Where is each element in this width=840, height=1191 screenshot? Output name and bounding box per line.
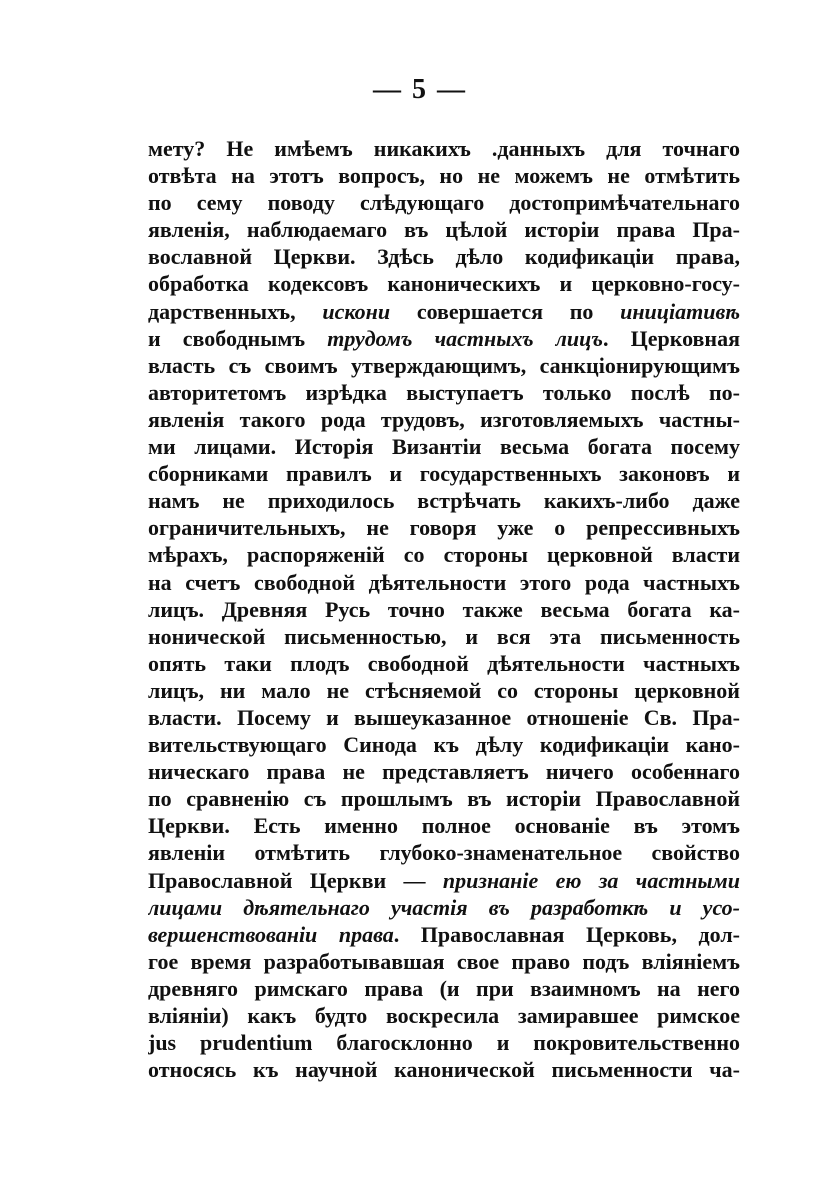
text-segment: совершается по <box>390 298 621 324</box>
text-segment: мѣрахъ, распоряженій со стороны церковной власти <box>148 542 740 568</box>
text-segment: отвѣта на этотъ вопросъ, но не можемъ не отмѣтить <box>148 163 740 189</box>
text-line <box>148 839 740 866</box>
text-segment: явленія, наблюдаемаго въ цѣлой исторіи права Пра- <box>148 217 740 243</box>
text-segment: jus prudentium благосклонно и покровительственно <box>148 1030 740 1056</box>
text-segment: гое время разработывавшая свое право подъ вліяніемъ <box>148 948 740 974</box>
text-line <box>148 325 740 352</box>
text-segment: явленія такого рода трудовъ, изготовляемыхъ частны- <box>148 406 740 432</box>
text-line <box>148 704 740 731</box>
text-segment: вославной Церкви. Здѣсь дѣло кодификаціи права, <box>148 244 740 270</box>
text-line <box>148 298 740 325</box>
body-text <box>148 135 740 1083</box>
text-segment: древняго римскаго права (и при взаимномъ на него <box>148 975 740 1001</box>
text-segment: сборниками правилъ и государственныхъ законовъ и <box>148 461 740 487</box>
text-segment: Церкви. Есть именно полное основаніе въ этомъ <box>148 813 740 839</box>
text-line <box>148 135 740 162</box>
text-segment: ническаго права не представляетъ ничего особеннаго <box>148 759 740 785</box>
text-line <box>148 867 740 894</box>
text-segment: ограничительныхъ, не говоря уже о репрессивныхъ <box>148 515 740 541</box>
text-segment: на счетъ свободной дѣятельности этого рода частныхъ <box>148 569 740 595</box>
text-segment: явленіи отмѣтить глубоко-знаменательное свойство <box>148 840 740 866</box>
text-line <box>148 812 740 839</box>
text-line <box>148 460 740 487</box>
italic-text-segment: искони <box>322 298 391 324</box>
text-line <box>148 379 740 406</box>
text-line <box>148 1056 740 1083</box>
text-segment: дарственныхъ, <box>148 298 323 324</box>
text-line <box>148 1002 740 1029</box>
text-segment: власти. Посему и вышеуказанное отношеніе Св. Пра- <box>148 704 740 730</box>
text-line <box>148 894 740 921</box>
text-segment: вліяніи) какъ будто воскресила замиравшее римское <box>148 1003 740 1028</box>
page-number: — 5 — <box>373 74 467 105</box>
text-segment: Православной Церкви — <box>148 867 443 893</box>
text-line <box>148 1029 740 1056</box>
text-line <box>148 216 740 243</box>
text-line <box>148 650 740 677</box>
italic-text-segment: иниціативѣ <box>620 298 740 324</box>
text-segment: . Церковная <box>602 325 740 351</box>
text-line <box>148 785 740 812</box>
text-segment: вительствующаго Синода къ дѣлу кодификаціи кано- <box>148 732 740 758</box>
text-line <box>148 162 740 189</box>
text-line <box>148 541 740 568</box>
text-segment: власть съ своимъ утверждающимъ, санкціонирующимъ <box>148 352 740 378</box>
text-segment: лицъ. Древняя Русь точно также весьма богата ка- <box>148 596 740 622</box>
italic-text-segment: трудомъ частныхъ лицъ <box>327 325 603 351</box>
text-segment: по сравненію съ прошлымъ въ исторіи Православной <box>148 786 740 812</box>
text-line <box>148 243 740 270</box>
text-line <box>148 270 740 297</box>
text-line <box>148 677 740 704</box>
text-line <box>148 514 740 541</box>
text-segment: относясь къ научной канонической письменности ча- <box>148 1057 740 1083</box>
text-line <box>148 189 740 216</box>
text-segment: обработка кодексовъ каноническихъ и церковно-госу- <box>148 271 740 297</box>
italic-text-segment: лицами дѣятельнаго участія въ разработкѣ и усо- <box>148 894 740 920</box>
text-line <box>148 406 740 433</box>
text-line <box>148 596 740 623</box>
text-segment: лицъ, ни мало не стѣсняемой со стороны церковной <box>148 677 740 703</box>
text-segment: мету? Не имѣемъ никакихъ .данныхъ для точнаго <box>148 136 740 161</box>
italic-text-segment: вершенствованіи права <box>148 921 394 947</box>
text-segment: по сему поводу слѣдующаго достопримѣчательнаго <box>148 190 740 216</box>
italic-text-segment: признаніе ею за частными <box>442 867 740 893</box>
text-line <box>148 487 740 514</box>
text-segment: авторитетомъ изрѣдка выступаетъ только послѣ по- <box>148 379 740 405</box>
text-segment: нонической письменностью, и вся эта письменность <box>148 623 740 649</box>
text-line <box>148 948 740 975</box>
text-line <box>148 758 740 785</box>
text-segment: ми лицами. Исторія Византіи весьма богата посему <box>148 434 740 460</box>
text-line <box>148 731 740 758</box>
text-line <box>148 975 740 1002</box>
text-line <box>148 569 740 596</box>
text-segment: намъ не приходилось встрѣчать какихъ-либо даже <box>148 488 740 514</box>
text-line <box>148 352 740 379</box>
text-line <box>148 921 740 948</box>
text-segment: опять таки плодъ свободной дѣятельности частныхъ <box>148 650 740 676</box>
text-segment: и свободнымъ <box>148 325 328 351</box>
text-line <box>148 623 740 650</box>
text-segment: . Православная Церковь, дол- <box>393 921 740 947</box>
text-line <box>148 433 740 460</box>
